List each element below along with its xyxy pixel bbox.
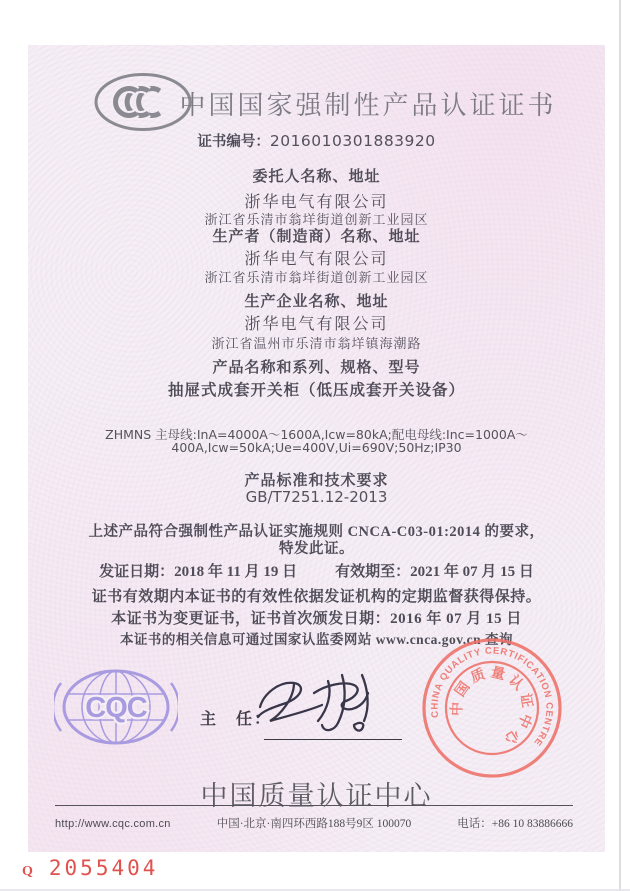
paper-serial-prefix: Q: [22, 864, 33, 879]
conformity-statement-line1: 上述产品符合强制性产品认证实施规则 CNCA-C03-01:2014 的要求，: [88, 524, 545, 540]
cqc-logo-text: CQC: [85, 692, 147, 724]
seal-english-text: CHINA QUALITY CERTIFICATION CENTRE: [429, 645, 555, 749]
product-spec-line2: 400A,Icw=50kA;Ue=400V,Ui=690V;50Hz;IP30: [171, 440, 462, 455]
footer-address: 中国·北京·南四环西路188号9区 100070: [216, 818, 412, 830]
maintenance-note: 证书有效期内本证书的有效性依据发证机构的定期监督获得保持。: [91, 589, 542, 605]
manufacturer-address: 浙江省乐清市翁垟街道创新工业园区: [204, 270, 429, 285]
footer-phone: 电话：+86 10 83886666: [457, 818, 573, 830]
signature-underline: [264, 739, 402, 740]
paper-serial-number: 2055404: [48, 856, 159, 880]
factory-label: 生产企业名称、地址: [244, 294, 389, 310]
applicant-address: 浙江省乐清市翁垟街道创新工业园区: [204, 212, 429, 227]
director-label: 主 任：: [200, 711, 273, 728]
conformity-statement-line2: 特发此证。: [279, 541, 354, 557]
change-note: 本证书为变更证书，证书首次颁发日期：2016 年 07 月 15 日: [111, 611, 522, 627]
cqc-logo-icon: [54, 662, 178, 752]
paper-serial: [22, 856, 158, 880]
product-label: 产品名称和系列、规格、型号: [212, 360, 421, 376]
svg-text:中国质量认证中心: [448, 664, 536, 750]
factory-name: 浙华电气有限公司: [244, 316, 389, 333]
footer: [55, 815, 573, 831]
certificate-number-row: [28, 130, 605, 151]
director-signature: [250, 671, 410, 739]
applicant-name: 浙华电气有限公司: [244, 194, 389, 211]
certificate-number-label: 证书编号：: [197, 134, 270, 150]
certificate-paper: [28, 45, 605, 852]
certificate-number-value: 2016010301883920: [269, 132, 436, 150]
issue-date: 发证日期：2018 年 11 月 19 日: [99, 564, 298, 580]
dates-row: [28, 560, 605, 581]
seal-chinese-text: 中国质量认证中心: [450, 665, 535, 749]
product-name: 抽屉式成套开关柜（低压成套开关设备）: [167, 382, 465, 399]
lookup-note: 本证书的相关信息可通过国家认监委网站 www.cnca.gov.cn 查询: [119, 632, 514, 647]
standard-label: 产品标准和技术要求: [244, 473, 389, 489]
valid-until-date: 有效期至：2021 年 07 月 15 日: [335, 564, 534, 580]
factory-address: 浙江省温州市乐清市翁垟镇海潮路: [211, 336, 422, 351]
organization-name: 中国质量认证中心: [200, 781, 433, 811]
product-spec-line1: ZHMNS 主母线:InA=4000A～1600A,Icw=80kA;配电母线:Inc=1000A～: [105, 427, 528, 442]
scan-edge: [619, 0, 621, 891]
footer-website: http://www.cqc.com.cn: [55, 818, 171, 830]
applicant-label: 委托人名称、地址: [252, 169, 381, 185]
certificate-title: 中国国家强制性产品认证证书: [179, 90, 557, 120]
standard-value: GB/T7251.12-2013: [245, 488, 388, 506]
footer-divider: [55, 805, 573, 806]
manufacturer-name: 浙华电气有限公司: [244, 251, 389, 268]
official-seal: [418, 634, 566, 782]
manufacturer-label: 生产者（制造商）名称、地址: [212, 229, 421, 245]
